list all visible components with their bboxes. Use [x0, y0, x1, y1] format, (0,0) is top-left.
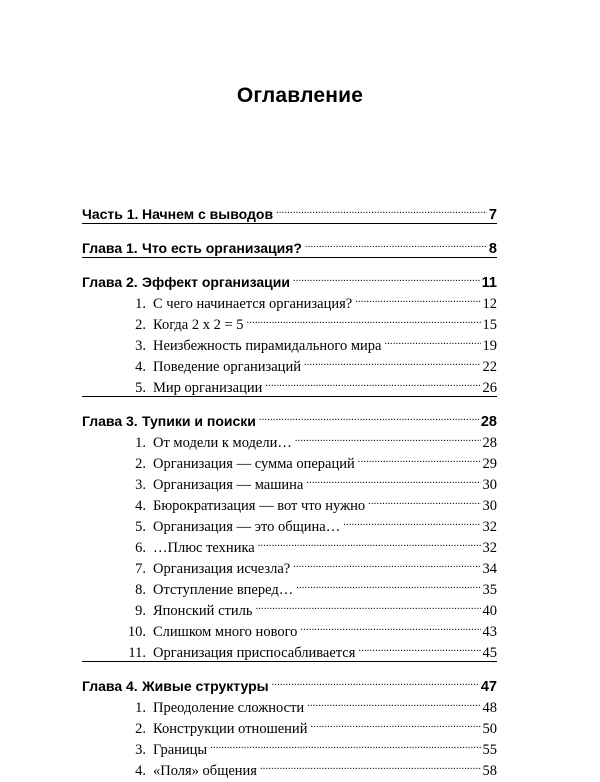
toc-entry-title: Отступление вперед…: [153, 582, 294, 598]
toc-entry-number: 3.: [135, 338, 146, 354]
toc-entry-number: 3.: [135, 477, 146, 493]
toc-page-number: 12: [482, 296, 497, 312]
dot-leader: [272, 670, 479, 691]
toc-page-number: 30: [482, 498, 497, 514]
toc-entry-title: Поведение организаций: [153, 359, 301, 375]
toc-entry-title: Преодоление сложности: [153, 700, 305, 716]
dot-leader: [260, 754, 481, 775]
dot-leader: [358, 636, 480, 657]
toc-entry-number: 1.: [135, 435, 146, 451]
toc-entry-number: 6.: [135, 540, 146, 556]
toc-entry-title: Организация приспосабливается: [153, 645, 356, 661]
dot-leader: [259, 405, 479, 426]
toc-entry-title: С чего начинается организация?: [153, 296, 353, 312]
toc-page-number: 32: [482, 540, 497, 556]
toc-entry-title: Организация — сумма операций: [153, 456, 355, 472]
toc-heading-entry: [82, 198, 497, 223]
toc-page-number: 8: [488, 241, 497, 257]
toc-entry-number: 8.: [135, 582, 146, 598]
dot-leader: [296, 573, 480, 594]
toc-entry-title: Организация исчезла?: [153, 561, 291, 577]
toc-entry-title: «Поля» общения: [153, 763, 257, 779]
toc-entry-number: 4.: [135, 359, 146, 375]
toc-entry-title: Начнем с выводов: [142, 206, 274, 222]
toc-entry-number: 4.: [135, 498, 146, 514]
dot-leader: [293, 266, 480, 287]
toc-entry-title: Живые структуры: [142, 678, 269, 694]
toc-page-number: 58: [482, 763, 497, 779]
toc-page-number: 26: [482, 380, 497, 396]
dot-leader: [355, 287, 480, 308]
toc-entry-number: 7.: [135, 561, 146, 577]
toc-page-number: 19: [482, 338, 497, 354]
toc-entry-number: Глава 4.: [82, 678, 138, 694]
toc-page-number: 40: [482, 603, 497, 619]
page-title: Оглавление: [236, 84, 364, 107]
toc-page-number: 30: [482, 477, 497, 493]
toc-heading-entry: [82, 232, 497, 257]
dot-leader: [368, 489, 480, 510]
toc-entry-number: Глава 2.: [82, 274, 138, 290]
toc-entry-number: 4.: [135, 763, 146, 779]
dot-leader: [247, 308, 481, 329]
toc-page-number: 7: [488, 207, 497, 223]
toc-page-number: 55: [482, 742, 497, 758]
toc-page-number: 32: [482, 519, 497, 535]
toc-entry-number: Глава 3.: [82, 413, 138, 429]
toc-entry-title: Эффект организации: [142, 274, 290, 290]
toc-entry-title: Границы: [153, 742, 208, 758]
toc-heading-entry: [82, 405, 497, 430]
toc-entry-title: Организация — машина: [153, 477, 304, 493]
dot-leader: [210, 733, 480, 754]
table-of-contents: [82, 198, 497, 779]
toc-entry-title: Когда 2 х 2 = 5: [153, 317, 244, 333]
toc-entry-number: Глава 1.: [82, 240, 138, 256]
toc-entry-title: Что есть организация?: [142, 240, 302, 256]
dot-leader: [293, 552, 480, 573]
toc-entry-number: 1.: [135, 296, 146, 312]
toc-entry-number: 10.: [127, 624, 146, 640]
toc-entry-number: Часть 1.: [82, 206, 139, 222]
toc-entry-number: 3.: [135, 742, 146, 758]
toc-entry-title: Неизбежность пирамидального мира: [153, 338, 382, 354]
toc-entry-title: Организация — это община…: [153, 519, 341, 535]
dot-leader: [304, 350, 481, 371]
toc-page-number: 45: [482, 645, 497, 661]
toc-entry-title: От модели к модели…: [153, 435, 292, 451]
toc-page-number: 50: [482, 721, 497, 737]
toc-page-number: 43: [482, 624, 497, 640]
toc-entry-title: Японский стиль: [153, 603, 253, 619]
toc-entry-title: Бюрократизация — вот что нужно: [153, 498, 366, 514]
toc-page-number: 47: [480, 679, 497, 695]
toc-page-number: 48: [482, 700, 497, 716]
toc-entry-title: Конструкции отношений: [153, 721, 308, 737]
dot-leader: [306, 468, 480, 489]
dot-leader: [255, 594, 480, 615]
toc-heading-entry: [82, 670, 497, 695]
toc-entry-title: …Плюс техника: [153, 540, 255, 556]
toc-entry-title: Тупики и поиски: [142, 413, 256, 429]
dot-leader: [343, 510, 480, 531]
toc-entry-title: Слишком много нового: [153, 624, 298, 640]
dot-leader: [305, 232, 487, 253]
toc-page-number: 22: [482, 359, 497, 375]
dot-leader: [384, 329, 480, 350]
toc-entry-number: 5.: [135, 380, 146, 396]
toc-entry-number: 9.: [135, 603, 146, 619]
toc-entry-number: 11.: [128, 645, 146, 661]
toc-page-number: 28: [480, 414, 497, 430]
dot-leader: [295, 426, 481, 447]
dot-leader: [358, 447, 481, 468]
toc-entry-number: 5.: [135, 519, 146, 535]
dot-leader: [265, 371, 480, 392]
toc-entry-number: 2.: [135, 721, 146, 737]
dot-leader: [276, 198, 487, 219]
toc-page-number: 28: [482, 435, 497, 451]
toc-entry-number: 2.: [135, 456, 146, 472]
toc-entry-number: 2.: [135, 317, 146, 333]
dot-leader: [310, 712, 480, 733]
toc-entry-title: Мир организации: [153, 380, 263, 396]
toc-page-number: 15: [482, 317, 497, 333]
dot-leader: [258, 531, 481, 552]
dot-leader: [300, 615, 480, 636]
toc-page-number: 11: [481, 275, 497, 291]
toc-page-number: 29: [482, 456, 497, 472]
toc-entry-number: 1.: [135, 700, 146, 716]
toc-heading-entry: [82, 266, 497, 291]
toc-page-number: 35: [482, 582, 497, 598]
toc-page-number: 34: [482, 561, 497, 577]
dot-leader: [307, 691, 480, 712]
